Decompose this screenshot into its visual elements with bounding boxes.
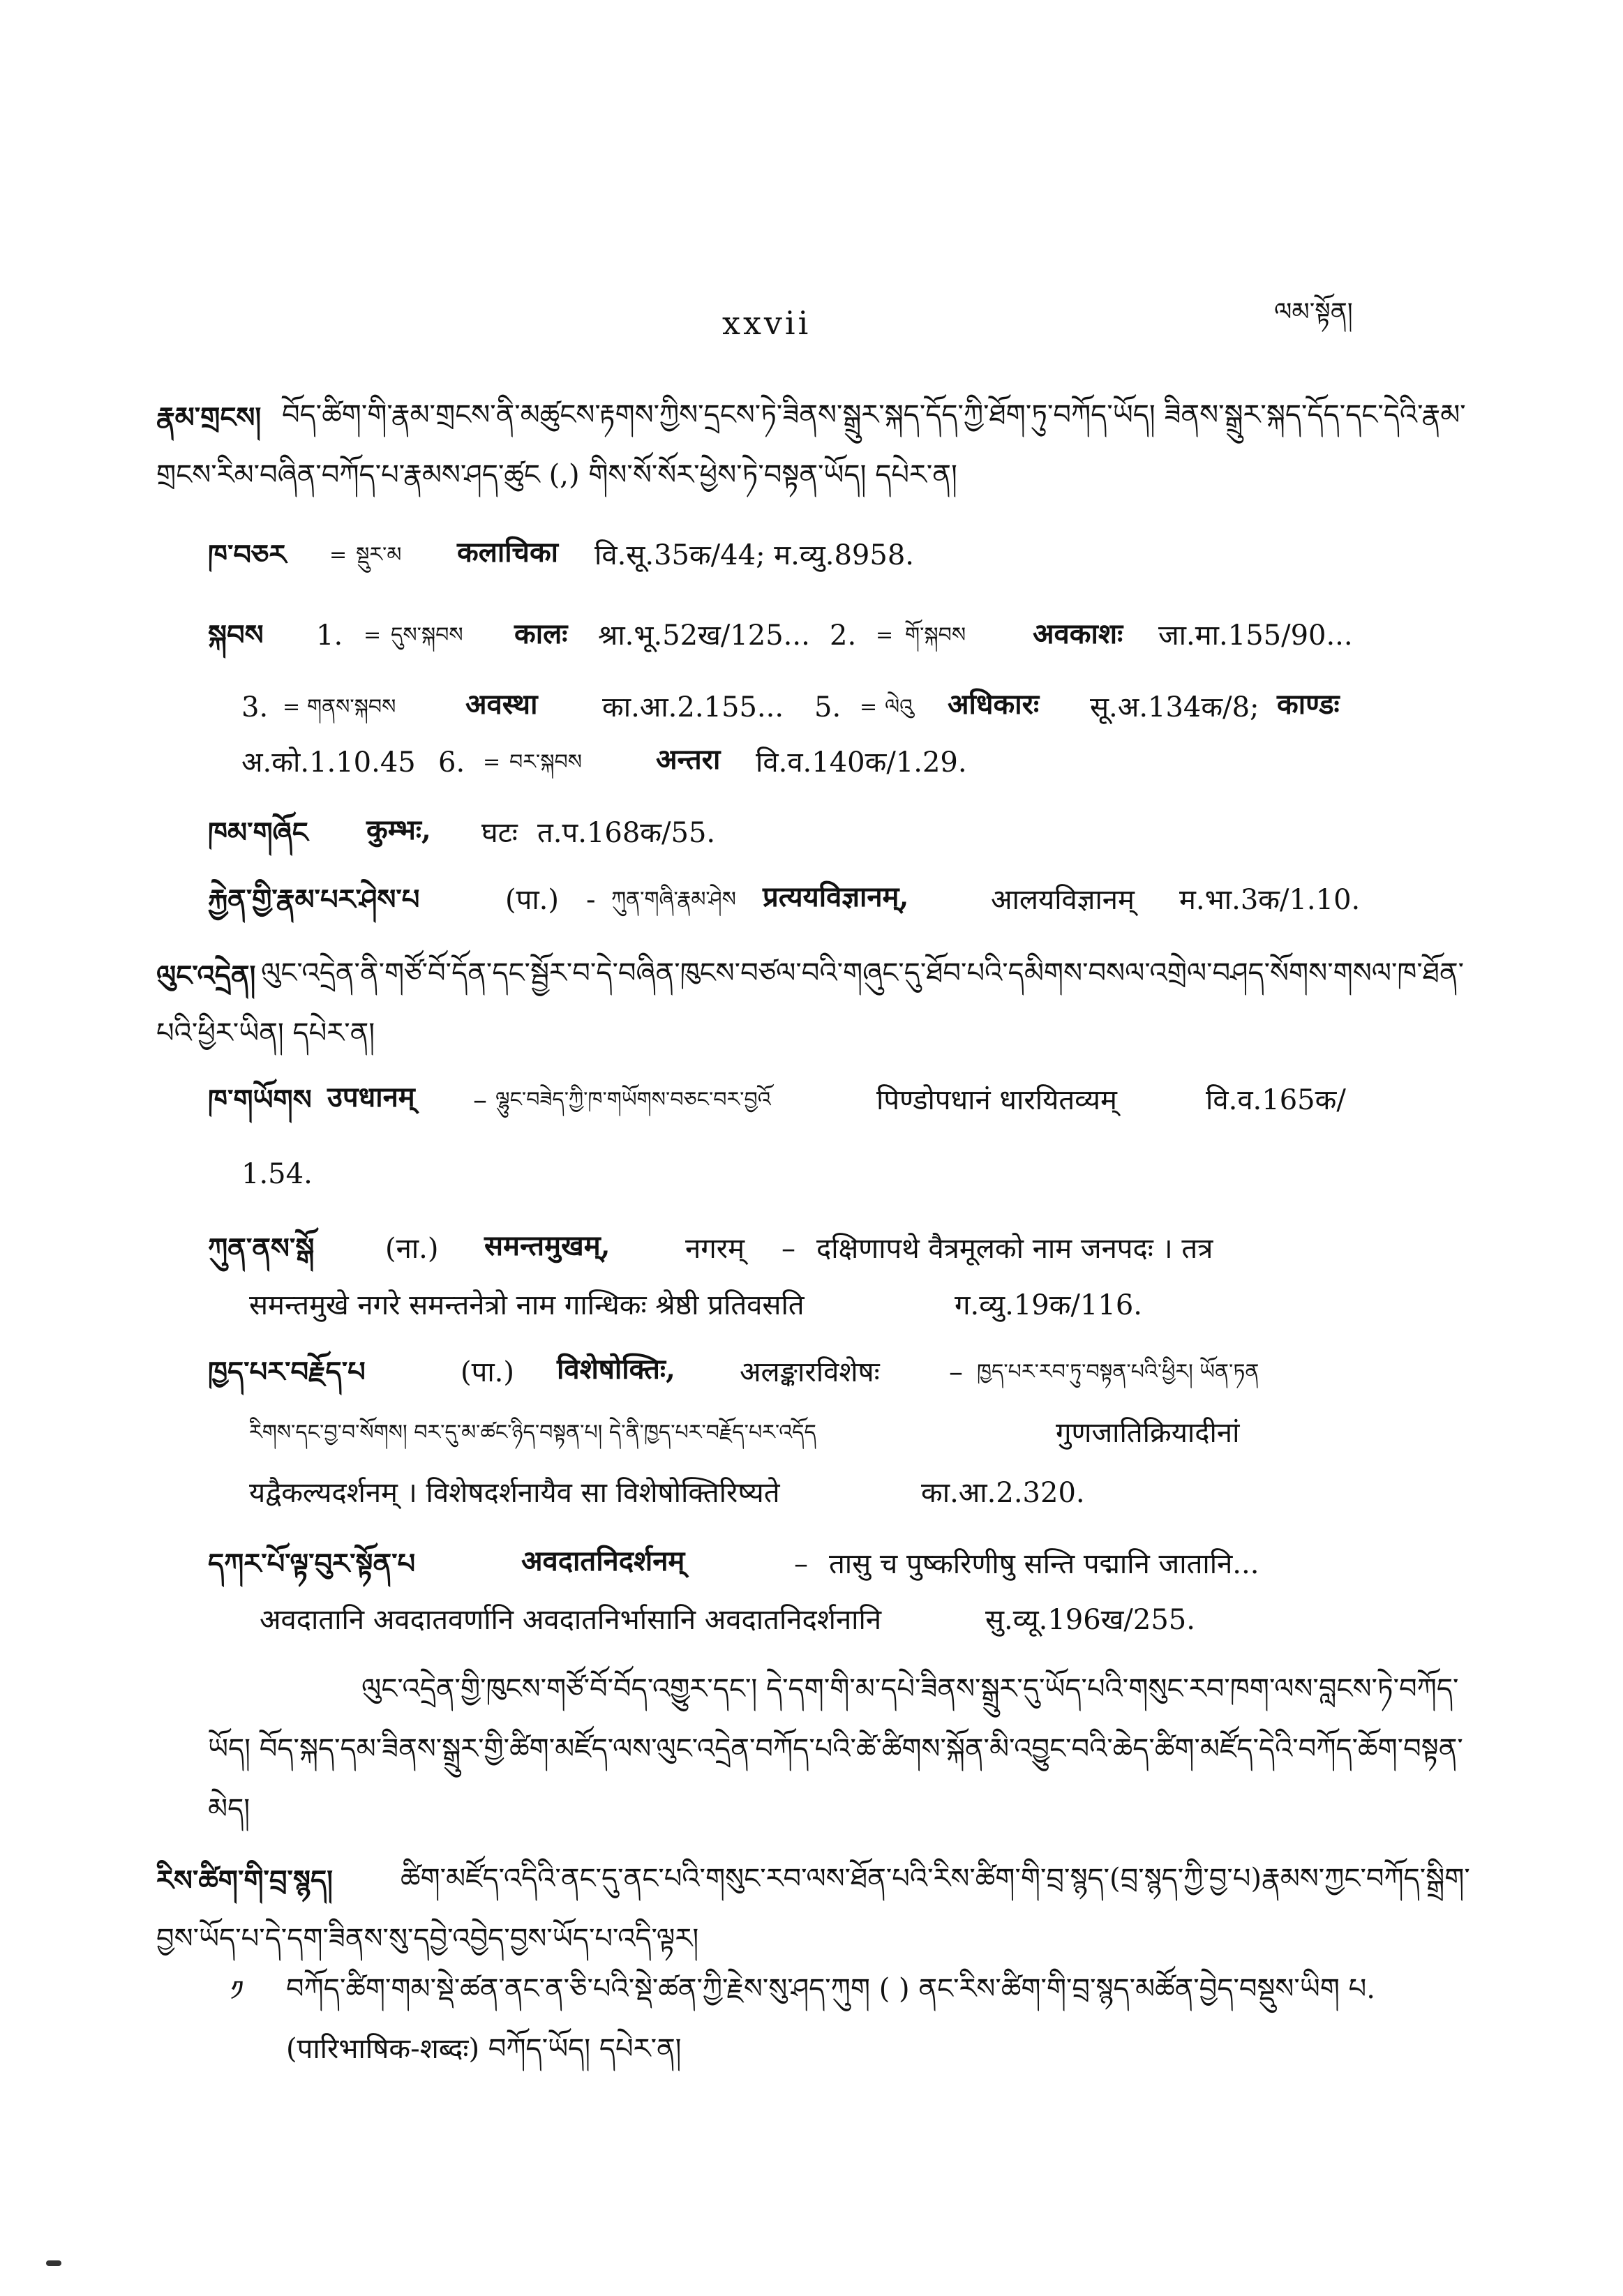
sanskrit-quote: दक्षिणापथे वैत्रमूलको नाम जनपदः । तत्र	[816, 1233, 1213, 1265]
tibetan-equivalent: བར་སྐབས	[509, 750, 582, 774]
sanskrit-term: अवस्था	[465, 688, 538, 721]
sense-number: 1.	[316, 620, 343, 652]
tibetan-equivalent: གནས་སྐབས	[307, 695, 396, 719]
tibetan-quote-continued: རིགས་དང་བྱ་བ་སོགས། བར་དུ་མ་ཚང་ཉིད་བསྟན་པ། དེ་ནི་ཁྱད་པར་བརྗོད་པར་འདོད	[249, 1420, 816, 1445]
section-body-technical-terms: ཚིག་མཛོད་འདིའི་ནང་དུ་ནང་པའི་གསུང་རབ་ལས་ཐོན་པའི་རིས་ཚིག་གི་བྲ་སྙད་(བྲ་སྙད་ཀྱི་བྱ་པ)རྣམས་ཀྱང་བཀོད་སྒྲིག་བྱས་ཡོད་པ་དེ་དག་ཟིནས་སུ་དབྱེ་འབྱེད་བྱས་ཡོད་པ་འདི་ལྟར།	[156, 1863, 1470, 1955]
sense-number: 6.	[438, 746, 465, 779]
dash: –	[794, 1548, 808, 1580]
tibetan-quote: ཁྱད་པར་རབ་ཏུ་བསྟན་པའི་ཕྱིར། ཡོན་ཏན	[977, 1360, 1259, 1384]
term-tag: (ना.)	[385, 1233, 439, 1265]
equals-sign: =	[483, 750, 501, 774]
tibetan-equivalent: གོ་སྐབས	[905, 623, 966, 647]
entry-headword: ཀུན་ནས་སྒོ	[208, 1232, 315, 1265]
citation: श्रा.भू.52ख/125...	[598, 620, 810, 652]
entry-headword: སྐབས	[208, 619, 264, 652]
equals-sign: =	[860, 695, 878, 719]
citation: वि.सू.35क/44; म.व्यु.8958.	[594, 539, 914, 571]
list-bullet: ༡	[230, 1975, 244, 2007]
sanskrit-quote: गुणजातिक्रियादीनां	[1056, 1417, 1240, 1449]
citation: का.आ.2.155...	[602, 691, 784, 723]
sense-number: 5.	[814, 691, 842, 723]
section-body-synonyms: བོད་ཚིག་གི་རྣམ་གྲངས་ནི་མཚུངས་རྟགས་ཀྱིས་དྲངས་ཏེ་ཟིནས་སྒྲུར་སྐད་དོད་ཀྱི་ཐོག་ཏུ་བཀོད་ཡོད། ཟིནས་སྒྲུར་སྐད་དོད་དང་དེའི་རྣམ་གྲངས་རིམ་བཞིན་བཀོད་པ་རྣམས་ཤད་ཚུང (,) གིས་སོ་སོར་ཕྱེས་ཏེ་བསྟན་ཡོད། དཔེར་ན།	[156, 399, 1466, 491]
dash: –	[781, 1233, 795, 1265]
sense-number: 3.	[241, 691, 269, 723]
entry-headword: ཁམ་གཞོང	[208, 816, 308, 849]
entry-headword: ཁྱད་པར་བརྗོད་པ	[208, 1356, 366, 1388]
dash: –	[949, 1356, 963, 1388]
sanskrit-term: अवदातनिदर्शनम्	[521, 1545, 685, 1577]
sanskrit-term: समन्तमुखम्,	[484, 1229, 611, 1262]
tibetan-equivalent: ལེའུ	[885, 695, 913, 719]
section-heading-technical-terms: རིས་ཚིག་གི་བྲ་སྙད།	[156, 1864, 333, 1897]
citation: ग.व्यु.19क/116.	[955, 1289, 1142, 1321]
citation: वि.व.165क/	[1206, 1084, 1346, 1116]
sanskrit-synonym: अलङ्कारविशेषः	[740, 1356, 880, 1388]
term-tag: (पा.)	[461, 1356, 515, 1388]
sense-number: 2.	[830, 620, 857, 652]
sanskrit-synonym: नगरम्	[685, 1233, 745, 1265]
section-heading-synonyms: རྣམ་གྲངས།	[156, 401, 262, 434]
entry-headword: རྐྱེན་གྱི་རྣམ་པར་ཤེས་པ	[208, 883, 420, 916]
running-head: ལམ་སྟོན།	[1274, 298, 1353, 327]
citation: वि.व.140क/1.29.	[756, 746, 967, 779]
sanskrit-quote-continued: अवदातानि अवदातवर्णानि अवदातनिर्भासानि अवदातनिदर्शनानि	[260, 1604, 882, 1636]
tibetan-quote: ལྷུང་བཟེད་ཀྱི་ཁ་གཡོགས་བཅང་བར་བྱའོ	[495, 1088, 771, 1112]
sanskrit-term: कालः	[514, 617, 568, 650]
entry-headword: དཀར་པོ་ལྟ་བུར་སྟོན་པ	[208, 1547, 416, 1580]
sanskrit-quote-continued: समन्तमुखे नगरे समन्तनेत्रो नाम गान्धिकः श्रेष्ठी प्रतिवसति	[249, 1289, 805, 1321]
sanskrit-term: कलाचिका	[457, 536, 559, 569]
sanskrit-term: काण्डः	[1277, 688, 1340, 721]
dash: -	[586, 884, 596, 916]
equals-sign: =	[283, 695, 301, 719]
equals-sign: =	[329, 543, 347, 567]
citation: म.भा.3क/1.10.	[1179, 884, 1361, 916]
sanskrit-term: विशेषोक्तिः,	[557, 1353, 675, 1386]
tibetan-equivalent: སྡུར་མ	[356, 543, 402, 567]
citation: त.प.168क/55.	[537, 817, 716, 849]
page-number: xxvii	[722, 304, 812, 342]
equals-sign: =	[876, 623, 894, 647]
sanskrit-quote-continued: यद्वैकल्यदर्शनम् । विशेषदर्शनायैव सा विशेषोक्तिरिष्यते	[249, 1477, 780, 1509]
dash: –	[473, 1084, 487, 1116]
quotation-source-note: ལུང་འདྲེན་གྱི་ཁུངས་གཙོ་བོ་བོད་འགྱུར་དང་། དེ་དག་གི་མ་དཔེ་ཟིནས་སྒྲུར་དུ་ཡོད་པའི་གསུང་རབ་ཁག་ལས་བླངས་ཏེ་བཀོད་ཡོད། བོད་སྐད་དམ་ཟིནས་སྒྲུར་གྱི་ཚིག་མཛོད་ལས་ལུང་འདྲེན་བཀོད་པའི་ཚེ་ཚིགས་སྐོན་མི་འབྱུང་བའི་ཆེད་ཚིག་མཛོད་དེའི་བཀོད་ཆོག་བསྟན་མེད།	[208, 1673, 1463, 1825]
tibetan-equivalent: དུས་སྐབས	[391, 623, 463, 647]
citation: जा.मा.155/90...	[1158, 620, 1353, 652]
tibetan-equivalent: ཀུན་གཞི་རྣམ་ཤེས	[611, 887, 736, 912]
sanskrit-term: कुम्भः,	[366, 813, 431, 846]
equals-sign: =	[364, 623, 382, 647]
term-tag: (पा.)	[505, 884, 560, 916]
entry-headword: ཁ་གཡོགས	[208, 1083, 312, 1116]
sanskrit-term: प्रत्ययविज्ञानम्,	[763, 880, 909, 913]
sanskrit-term: अवकाशः	[1033, 617, 1123, 650]
sanskrit-synonym: आलयविज्ञानम्	[991, 884, 1135, 916]
citation: सू.अ.134क/8;	[1090, 691, 1259, 723]
sanskrit-quote: तासु च पुष्करिणीषु सन्ति पद्मानि जातानि...	[829, 1548, 1259, 1580]
scan-speck	[46, 2260, 61, 2266]
citation: सु.व्यू.196ख/255.	[985, 1604, 1195, 1636]
sanskrit-term: उपधानम्	[327, 1081, 415, 1113]
citation-continued: 1.54.	[241, 1158, 313, 1190]
technical-term-item: བཀོད་ཚིག་གམ་སྡེ་ཚན་ནང་ན་ཅི་པའི་སྡེ་ཚན་ཀྱི་རྗེས་སུ་ཤད་ཀུག ( ) ནང་རིས་ཚིག་གི་བྲ་སྙད་མཚོན་བྱེད་བསྡུས་ཡིག པ. (पारिभाषिक-शब्दः) བཀོད་ཡོད། དཔེར་ན།	[286, 1973, 1375, 2065]
sanskrit-quote: पिण्डोपधानं धारयितव्यम्	[876, 1084, 1117, 1116]
sanskrit-synonym: घटः	[481, 817, 518, 849]
citation: अ.को.1.10.45	[241, 746, 416, 779]
section-body-quotations: ལུང་འདྲེན་ནི་གཙོ་བོ་དོན་དང་སྦྱོར་བ་དེ་བཞིན་ཁུངས་བཙལ་བའི་གཞུང་དུ་ཐོབ་པའི་དམིགས་བསལ་འགྲེལ་བཤད་སོགས་གསལ་ཁ་ཐོན་པའི་ཕྱིར་ཡིན། དཔེར་ན།	[156, 957, 1465, 1049]
sanskrit-term: अधिकारः	[948, 688, 1040, 721]
sanskrit-term: अन्तरा	[656, 743, 721, 776]
section-heading-quotations: ལུང་འདྲེན།	[156, 959, 256, 992]
citation: का.आ.2.320.	[921, 1477, 1085, 1509]
entry-headword: ཁ་བཅར	[208, 539, 287, 571]
